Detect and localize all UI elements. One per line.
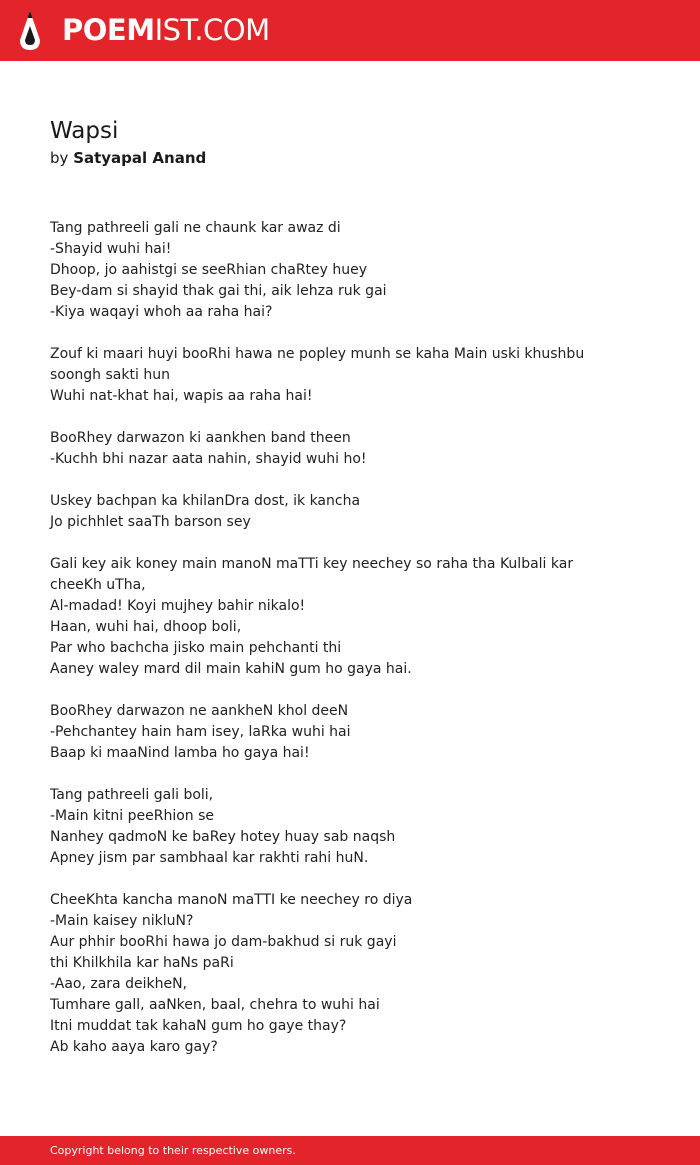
stanza-8: [50, 890, 610, 1058]
site-logo[interactable]: [62, 11, 270, 49]
poem-line: -Kuchh bhi nazar aata nahin, shayid wuhi ho!: [50, 451, 367, 467]
poem-line: Nanhey qadmoN ke baRey hotey huay sab naqsh: [50, 829, 396, 845]
poem-line: BooRhey darwazon ne aankheN khol deeN: [50, 703, 349, 719]
stanza-6: [50, 701, 610, 764]
poem-line: thi Khilkhila kar haNs paRi: [50, 955, 234, 971]
poem-line: Tang pathreeli gali boli,: [50, 787, 214, 803]
stanza-2: [50, 344, 610, 407]
poem-body: [50, 218, 610, 1079]
poem-line: -Pehchantey hain ham isey, laRka wuhi hai: [50, 724, 351, 740]
site-footer: [0, 1136, 700, 1165]
logo-text-bold: POEM: [62, 13, 155, 47]
stanza-1: [50, 218, 610, 323]
poem-heading: [50, 116, 610, 169]
poem-line: Par who bachcha jisko main pehchanti thi: [50, 640, 342, 656]
poem-line: Aur phhir booRhi hawa jo dam-bakhud si ruk gayi: [50, 934, 397, 950]
poem-line: Bey-dam si shayid thak gai thi, aik lehza ruk gai: [50, 283, 387, 299]
logo-text-light: IST.COM: [154, 13, 270, 47]
poem-line: CheeKhta kancha manoN maTTI ke neechey ro diya: [50, 892, 413, 908]
by-label: by: [50, 149, 69, 167]
poem-title: Wapsi: [50, 118, 119, 144]
poem-line: Jo pichhlet saaTh barson sey: [50, 514, 251, 530]
poem-line: Wuhi nat-khat hai, wapis aa raha hai!: [50, 388, 313, 404]
poem-line: Tumhare gall, aaNken, baal, chehra to wuhi hai: [50, 997, 380, 1013]
poem-line: -Kiya waqayi whoh aa raha hai?: [50, 304, 273, 320]
copyright-notice: Copyright belong to their respective owners.: [50, 1144, 296, 1157]
stanza-3: [50, 428, 610, 470]
site-header: [0, 0, 700, 61]
author-name: Satyapal Anand: [73, 149, 207, 167]
poem-line: Ab kaho aaya karo gay?: [50, 1039, 218, 1055]
poem-line: -Main kaisey nikluN?: [50, 913, 194, 929]
poem-line: BooRhey darwazon ki aankhen band theen: [50, 430, 351, 446]
poem-line: Al-madad! Koyi mujhey bahir nikalo!: [50, 598, 306, 614]
poem-line: Itni muddat tak kahaN gum ho gaye thay?: [50, 1018, 347, 1034]
poem-line: Apney jism par sambhaal kar rakhti rahi huN.: [50, 850, 369, 866]
stanza-7: [50, 785, 610, 869]
poem-line: Gali key aik koney main manoN maTTi key neechey so raha tha Kulbali kar cheeKh uTha,: [50, 556, 574, 593]
byline: [50, 147, 610, 169]
poem-line: Zouf ki maari huyi booRhi hawa ne popley munh se kaha Main uski khushbu soongh sakti hun: [50, 346, 585, 383]
stanza-5: [50, 554, 610, 680]
poem-line: -Shayid wuhi hai!: [50, 241, 172, 257]
poem-line: -Main kitni peeRhion se: [50, 808, 215, 824]
stanza-4: [50, 491, 610, 533]
poem-line: -Aao, zara deikheN,: [50, 976, 187, 992]
poem-line: Baap ki maaNind lamba ho gaya hai!: [50, 745, 310, 761]
poem-line: Dhoop, jo aahistgi se seeRhian chaRtey huey: [50, 262, 368, 278]
poem-line: Aaney waley mard dil main kahiN gum ho gaya hai.: [50, 661, 412, 677]
pencil-icon[interactable]: [18, 10, 42, 51]
poem-line: Tang pathreeli gali ne chaunk kar awaz di: [50, 220, 341, 236]
poem-line: Haan, wuhi hai, dhoop boli,: [50, 619, 242, 635]
poem-line: Uskey bachpan ka khilanDra dost, ik kancha: [50, 493, 361, 509]
